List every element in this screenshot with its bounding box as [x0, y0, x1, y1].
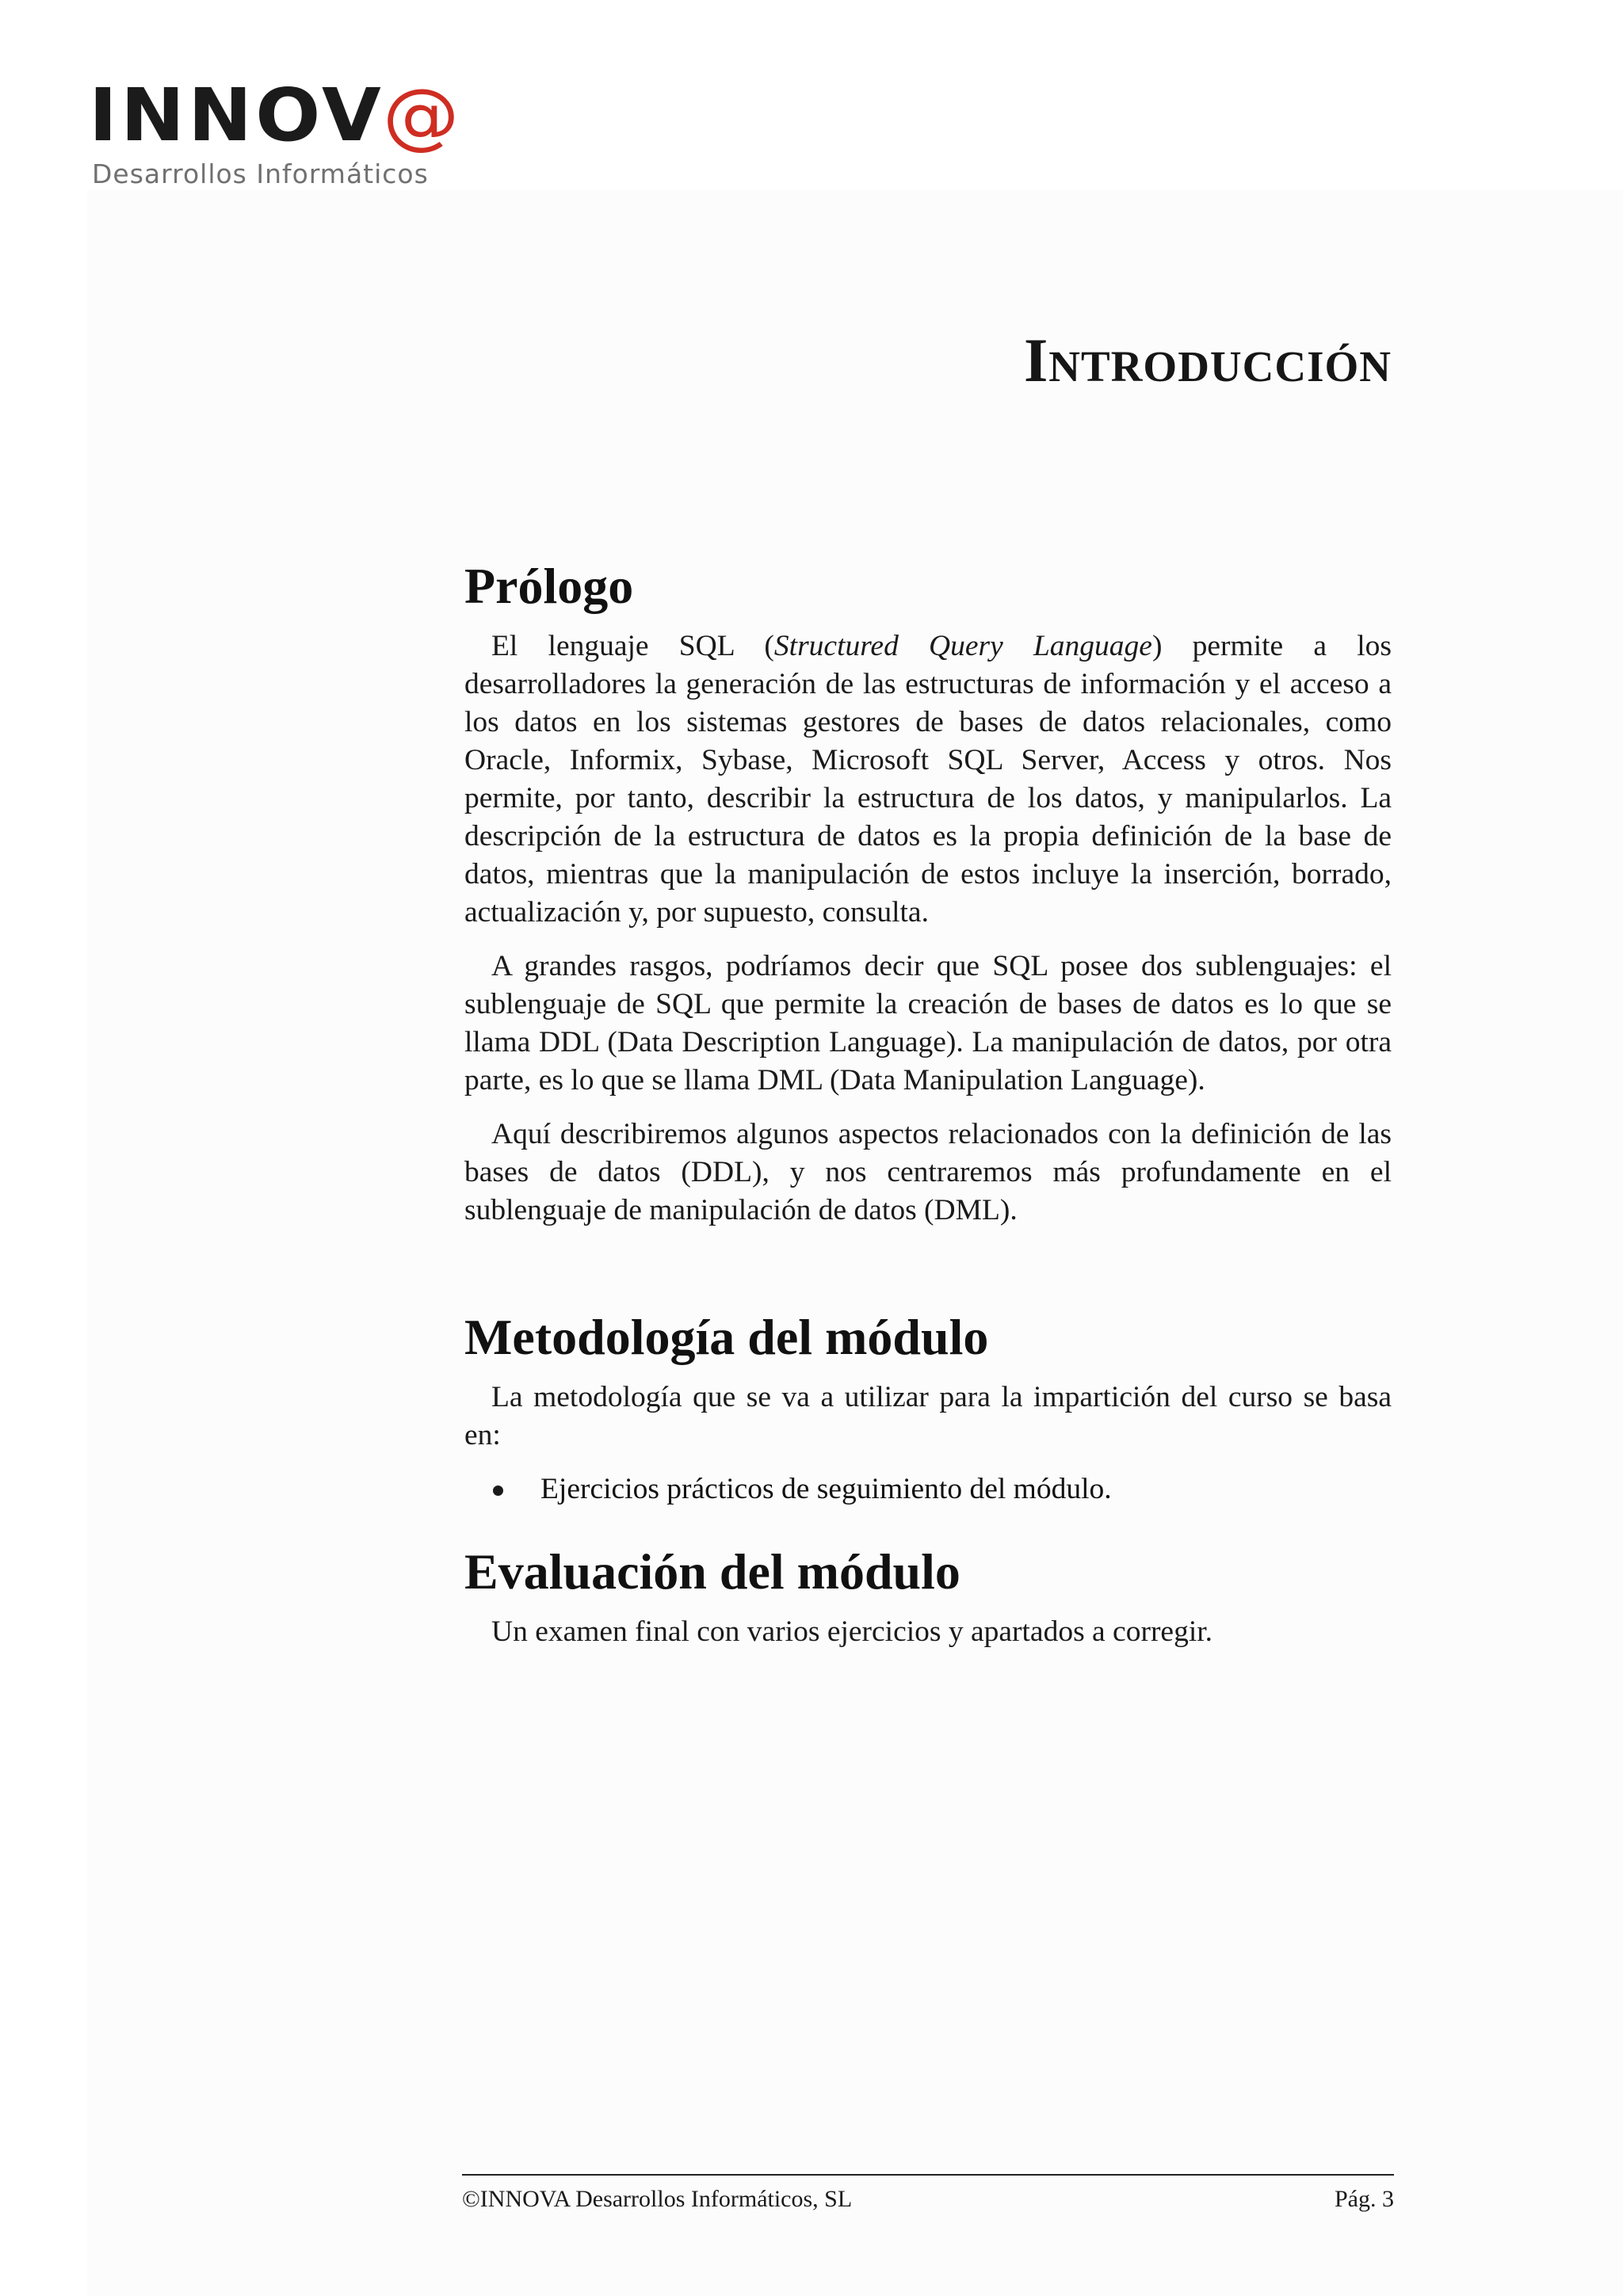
logo-brand-main: INNOV: [89, 73, 384, 158]
section-heading-evaluacion: Evaluación del módulo: [464, 1543, 960, 1600]
prologo-paragraph-3: Aquí describiremos algunos aspectos relacionados con la definición de las bases de datos (DDL), y nos centraremos más profundamente en el sublenguaje de manipulación de datos (DML).: [464, 1118, 1392, 1226]
page-footer: [462, 2174, 1394, 2214]
logo-subtitle: Desarrollos Informáticos: [92, 158, 429, 189]
company-logo: [89, 73, 463, 190]
metodologia-bullet-list: [464, 1470, 1392, 1508]
evaluacion-paragraph-1: Un examen final con varios ejercicios y apartados a corregir.: [491, 1615, 1213, 1648]
metodologia-paragraph-1: La metodología que se va a utilizar para la impartición del curso se basa en:: [464, 1381, 1392, 1451]
footer-copyright: ©INNOVA Desarrollos Informáticos, SL: [462, 2186, 853, 2212]
section-heading-prologo: Prólogo: [464, 558, 634, 614]
footer-page-number: Pág. 3: [1335, 2186, 1394, 2212]
logo-wordmark: [89, 73, 463, 158]
bullet-icon: [493, 1486, 503, 1496]
chapter-title: Introducción: [1023, 326, 1392, 395]
prologo-p1-italic-term: Structured Query Language: [773, 630, 1152, 662]
logo-at-symbol: @: [382, 73, 463, 158]
document-body: [464, 555, 1392, 1651]
prologo-paragraph-2: A grandes rasgos, podríamos decir que SQL posee dos sublenguajes: el sublenguaje de SQL que permite la creación de bases de datos es lo que se llama DDL (Data Description Language). La manipulación de datos, por otra parte, es lo que se llama DML (Data Manipulation Language).: [464, 950, 1392, 1097]
list-item-text: Ejercicios prácticos de seguimiento del módulo.: [540, 1473, 1112, 1505]
section-heading-metodologia: Metodología del módulo: [464, 1309, 989, 1365]
prologo-paragraph-1: [464, 627, 1392, 932]
prologo-p1-text-after: ) permite a los desarrolladores la generación de las estructuras de información y el acceso a los datos en los sistemas gestores de bases de datos relacionales, como Oracle, Informix, Sybase, Microsoft SQL Server, Access y otros. Nos permite, por tanto, describir la estructura de los datos, y manipularlos. La descripción de la estructura de datos es la propia definición de la base de datos, mientras que la manipulación de estos incluye la inserción, borrado, actualización y, por supuesto, consulta.: [464, 630, 1392, 929]
list-item: [464, 1470, 1392, 1508]
prologo-p1-text-before: El lenguaje SQL (: [491, 630, 774, 662]
